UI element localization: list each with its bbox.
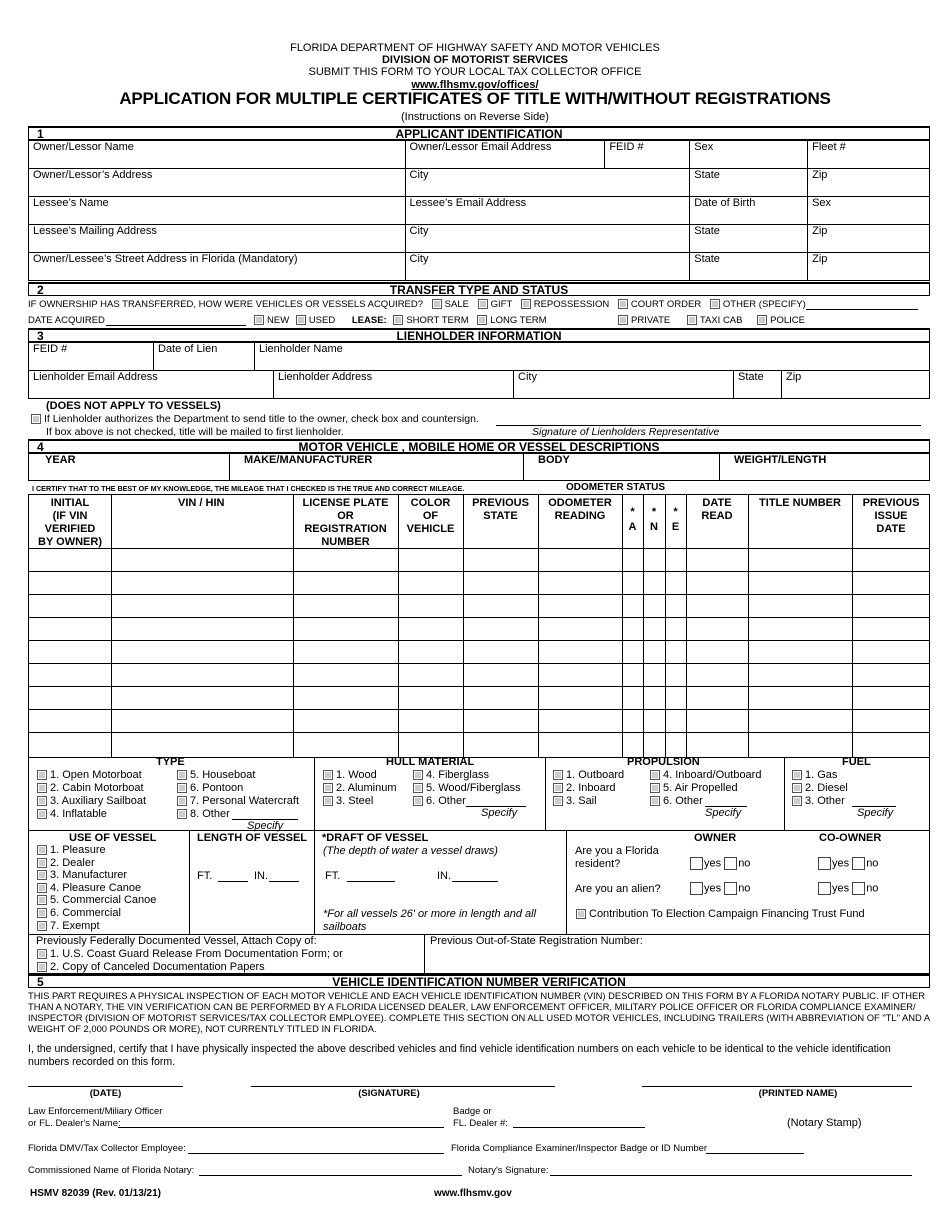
section-title: LIENHOLDER INFORMATION — [396, 329, 562, 343]
plate-col-header: LICENSE PLATE OR REGISTRATION NUMBER — [302, 497, 389, 548]
compliance-line[interactable] — [706, 1153, 804, 1154]
fleet-field[interactable]: Fleet # — [808, 141, 930, 169]
prop-option[interactable]: 1. Outboard — [553, 769, 624, 782]
lessee-state-field[interactable]: State — [690, 225, 808, 253]
fl-resident-question: Are you a Florida resident? — [575, 845, 659, 870]
acquired-row — [28, 299, 806, 310]
dob-field[interactable]: Date of Birth — [690, 197, 808, 225]
checkbox-icon[interactable] — [37, 949, 47, 959]
type-option[interactable]: 6. Pontoon — [177, 782, 299, 795]
checkbox-icon[interactable] — [31, 414, 41, 424]
section-number: 1 — [37, 127, 44, 141]
private-option[interactable]: PRIVATE — [618, 315, 670, 326]
table-row[interactable] — [28, 663, 930, 664]
fuel-label: FUEL — [842, 756, 871, 768]
section-title: VEHICLE IDENTIFICATION NUMBER VERIFICATION — [332, 975, 626, 989]
initial-col-header: INITIAL (IF VIN VERIFIED BY OWNER) — [38, 497, 102, 548]
owner-zip-field[interactable]: Zip — [808, 169, 930, 197]
fuel-option[interactable]: 1. Gas — [792, 769, 848, 782]
use-label: USE OF VESSEL — [69, 832, 157, 844]
gift-option[interactable]: GIFT — [478, 299, 512, 310]
new-option[interactable]: NEW — [254, 315, 289, 326]
notary-stamp: (Notary Stamp) — [787, 1117, 862, 1129]
lessee-email-field[interactable]: Lessee’s Email Address — [405, 197, 690, 225]
use-option[interactable]: 1. Pleasure — [37, 844, 156, 857]
hull-option[interactable]: 3. Steel — [323, 795, 397, 808]
commissioned-label: Commissioned Name of Florida Notary: — [28, 1165, 195, 1176]
use-option[interactable]: 6. Commercial — [37, 907, 156, 920]
length-label: LENGTH OF VESSEL — [197, 832, 308, 844]
body-field[interactable]: BODY — [524, 454, 720, 481]
other-option[interactable]: OTHER (SPECIFY) — [710, 299, 806, 310]
section-number: 4 — [37, 440, 44, 454]
hull-list-a — [323, 769, 397, 808]
date-acquired-line[interactable] — [106, 325, 246, 326]
badge-line[interactable] — [513, 1127, 645, 1128]
date-caption: (DATE) — [89, 1088, 122, 1099]
table-row[interactable] — [28, 617, 930, 618]
repossession-option[interactable]: REPOSSESSION — [521, 299, 610, 310]
length-ft-label: FT. — [197, 870, 213, 882]
specify-label: Specify — [481, 807, 518, 819]
lien-address-field[interactable]: Lienholder Address — [274, 371, 514, 399]
printed-name-line[interactable] — [642, 1086, 912, 1087]
draft-description: (The depth of water a vessel draws) — [323, 845, 498, 857]
checkbox-icon[interactable] — [478, 299, 488, 309]
lessee-name-field[interactable]: Lessee’s Name — [29, 197, 406, 225]
section-2-header — [28, 282, 930, 296]
section-3-header — [28, 328, 930, 342]
footer-url[interactable]: www.flhsmv.gov — [434, 1188, 512, 1199]
checkbox-icon[interactable] — [177, 796, 187, 806]
lessee-sex-field[interactable]: Sex — [808, 197, 930, 225]
title-number-col-header: TITLE NUMBER — [759, 497, 841, 509]
col-divider — [463, 494, 464, 758]
checkbox-icon[interactable] — [323, 783, 333, 793]
checkbox-icon[interactable] — [413, 770, 423, 780]
checkbox-icon[interactable] — [618, 299, 628, 309]
lienholder-address-table — [28, 370, 930, 399]
draft-ft-line[interactable] — [347, 881, 395, 882]
use-option[interactable]: 3. Manufacturer — [37, 869, 156, 882]
type-option[interactable]: 1. Open Motorboat — [37, 769, 146, 782]
fuel-option[interactable]: 2. Diesel — [792, 782, 848, 795]
prev-issue-col-header: PREVIOUS ISSUE DATE — [862, 497, 920, 535]
col-divider — [424, 934, 425, 974]
prev-fed-option[interactable]: 2. Copy of Canceled Documentation Papers — [37, 961, 343, 974]
owner-email-field[interactable]: Owner/Lessor Email Address — [405, 141, 605, 169]
section-5-header — [28, 974, 930, 988]
lessee-zip-field[interactable]: Zip — [808, 225, 930, 253]
section-number: 5 — [37, 975, 44, 989]
checkbox-icon[interactable] — [37, 921, 47, 931]
prop-option[interactable]: 6. Other — [650, 795, 761, 808]
checkbox-icon[interactable] — [792, 796, 802, 806]
lien-city-field[interactable]: City — [514, 371, 734, 399]
checkbox-icon[interactable] — [792, 770, 802, 780]
fl-city-field[interactable]: City — [405, 253, 690, 281]
checkbox-icon[interactable] — [553, 770, 563, 780]
submit-instruction: SUBMIT THIS FORM TO YOUR LOCAL TAX COLLECTOR OFFICE — [308, 66, 642, 78]
exceeds-col-header: * E — [671, 506, 680, 533]
short-term-option[interactable]: SHORT TERM — [393, 315, 468, 326]
checkbox-icon[interactable] — [37, 870, 47, 880]
checkbox-icon[interactable] — [177, 783, 187, 793]
col-divider — [538, 494, 539, 758]
checkbox-icon[interactable] — [37, 796, 47, 806]
col-divider — [189, 831, 190, 935]
prop-list-a — [553, 769, 624, 808]
specify-label: Specify — [247, 820, 284, 832]
table-row[interactable] — [28, 686, 930, 687]
checkbox-icon[interactable] — [323, 770, 333, 780]
checkbox-icon[interactable] — [690, 857, 703, 870]
section-number: 2 — [37, 283, 44, 297]
authorize-text: If Lienholder authorizes the Department to send title to the owner, check box and countersign. — [44, 413, 479, 425]
badge-label: Badge or FL. Dealer #: — [453, 1106, 508, 1129]
section-4-header — [28, 439, 930, 453]
dmv-employee-line[interactable] — [188, 1153, 444, 1154]
date-read-col-header: DATE READ — [701, 497, 733, 522]
hull-option[interactable]: 2. Aluminum — [323, 782, 397, 795]
checkbox-icon[interactable] — [432, 299, 442, 309]
checkbox-icon[interactable] — [553, 796, 563, 806]
fl-street-field[interactable]: Owner/Lessee’s Street Address in Florida (Mandatory) — [29, 253, 406, 281]
prop-list-b — [650, 769, 761, 808]
prev-fed-options — [37, 948, 343, 973]
fl-state-field[interactable]: State — [690, 253, 808, 281]
length-in-label: IN. — [254, 870, 269, 882]
checkbox-icon[interactable] — [553, 783, 563, 793]
lienholder-name-field[interactable]: Lienholder Name — [255, 343, 930, 371]
use-option[interactable]: 7. Exempt — [37, 920, 156, 933]
alien-question: Are you an alien? — [575, 883, 661, 895]
checkbox-icon[interactable] — [393, 315, 403, 325]
police-option[interactable]: POLICE — [757, 315, 805, 326]
owner-alien-choice: yes no — [690, 882, 750, 895]
printed-name-caption: (PRINTED NAME) — [758, 1088, 838, 1099]
col-divider — [545, 757, 546, 831]
use-option[interactable]: 4. Pleasure Canoe — [37, 882, 156, 895]
checkbox-icon[interactable] — [37, 770, 47, 780]
lien-email-field[interactable]: Lienholder Email Address — [29, 371, 274, 399]
checkbox-icon[interactable] — [477, 315, 487, 325]
owner-address-field[interactable]: Owner/Lessor’s Address — [29, 169, 406, 197]
type-option[interactable]: 3. Auxiliary Sailboat — [37, 795, 146, 808]
checkbox-icon[interactable] — [576, 909, 586, 919]
law-enforcement-line[interactable] — [118, 1127, 444, 1128]
draft-in-label: IN. — [437, 870, 452, 882]
coowner-label: CO-OWNER — [819, 832, 882, 844]
checkbox-icon[interactable] — [521, 299, 531, 309]
division-name: DIVISION OF MOTORIST SERVICES — [381, 54, 568, 66]
commissioned-line[interactable] — [199, 1175, 462, 1176]
checkbox-icon[interactable] — [687, 315, 697, 325]
prev-fed-label: Previously Federally Documented Vessel, Attach Copy of: — [36, 935, 317, 947]
checkbox-icon[interactable] — [650, 796, 660, 806]
make-field[interactable]: MAKE/MANUFACTURER — [230, 454, 524, 481]
section-title: TRANSFER TYPE AND STATUS — [389, 283, 569, 297]
checkbox-icon[interactable] — [37, 845, 47, 855]
sale-option[interactable]: SALE — [432, 299, 469, 310]
propulsion-label: PROPULSION — [627, 756, 700, 768]
compliance-label: Florida Compliance Examiner/Inspector Badge or ID Number — [451, 1143, 708, 1154]
table-row[interactable] — [28, 709, 930, 710]
checkbox-icon[interactable] — [618, 315, 628, 325]
table-row[interactable] — [28, 732, 930, 733]
prop-option[interactable]: 4. Inboard/Outboard — [650, 769, 761, 782]
applicant-table — [28, 140, 930, 281]
long-term-option[interactable]: LONG TERM — [477, 315, 546, 326]
lessee-mailing-field[interactable]: Lessee’s Mailing Address — [29, 225, 406, 253]
taxi-option[interactable]: TAXI CAB — [687, 315, 743, 326]
not-checked-note: If box above is not checked, title will be mailed to first lienholder. — [46, 426, 344, 438]
checkbox-icon[interactable] — [37, 809, 47, 819]
fl-zip-field[interactable]: Zip — [808, 253, 930, 281]
lien-state-field[interactable]: State — [734, 371, 782, 399]
year-field[interactable]: YEAR — [29, 454, 230, 481]
checkbox-icon[interactable] — [37, 858, 47, 868]
hull-option[interactable]: 6. Other — [413, 795, 521, 808]
mileage-certify: I CERTIFY THAT TO THE BEST OF MY KNOWLEDGE, THE MILEAGE THAT I CHECKED IS THE TRUE AND CORRECT MILEAGE. — [32, 484, 465, 493]
checkbox-icon[interactable] — [37, 883, 47, 893]
law-enforcement-label: Law Enforcement/Miliary Officer or FL. Dealer's Name: — [28, 1106, 163, 1129]
hull-option[interactable]: 4. Fiberglass — [413, 769, 521, 782]
other-specify-line[interactable] — [806, 309, 918, 310]
owner-city-field[interactable]: City — [405, 169, 690, 197]
draft-note: *For all vessels 26' or more in length and all sailboats — [323, 908, 537, 933]
feid-field[interactable]: FEID # — [605, 141, 690, 169]
checkbox-icon[interactable] — [650, 783, 660, 793]
vin-col-header: VIN / HIN — [178, 497, 225, 509]
hull-label: HULL MATERIAL — [386, 756, 475, 768]
type-label: TYPE — [156, 756, 185, 768]
lien-zip-field[interactable]: Zip — [782, 371, 930, 399]
condition-row — [254, 315, 547, 326]
color-col-header: COLOR OF VEHICLE — [406, 497, 455, 535]
signature-caption: (SIGNATURE) — [358, 1088, 420, 1099]
date-line[interactable] — [28, 1086, 183, 1087]
draft-label: *DRAFT OF VESSEL — [322, 832, 429, 844]
owner-label: OWNER — [694, 832, 737, 844]
type-option[interactable]: 4. Inflatable — [37, 808, 146, 821]
checkbox-icon[interactable] — [724, 857, 737, 870]
checkbox-icon[interactable] — [413, 796, 423, 806]
type-option[interactable]: 5. Houseboat — [177, 769, 299, 782]
date-of-lien-field[interactable]: Date of Lien — [154, 343, 255, 371]
col-divider — [314, 831, 315, 935]
notary-signature-label: Notary's Signature: — [468, 1165, 549, 1176]
checkbox-icon[interactable] — [254, 315, 264, 325]
specify-label: Specify — [857, 807, 894, 819]
draft-ft-label: FT. — [325, 870, 341, 882]
coowner-resident-choice: yes no — [818, 857, 878, 870]
vehicle-summary-table — [28, 453, 930, 481]
checkbox-icon[interactable] — [792, 783, 802, 793]
court-order-option[interactable]: COURT ORDER — [618, 299, 701, 310]
section-number: 3 — [37, 329, 44, 343]
vehicle-list-grid — [28, 494, 930, 758]
acquired-question: IF OWNERSHIP HAS TRANSFERRED, HOW WERE VEHICLES OR VESSELS ACQUIRED? — [28, 299, 424, 310]
instructions-note: (Instructions on Reverse Side) — [401, 111, 549, 123]
signature-line[interactable] — [251, 1086, 555, 1087]
col-divider — [566, 831, 567, 935]
lien-feid-field[interactable]: FEID # — [29, 343, 154, 371]
notary-signature-line[interactable] — [550, 1175, 912, 1176]
used-option[interactable]: USED — [296, 315, 335, 326]
odometer-status-label: ODOMETER STATUS — [566, 482, 666, 493]
sex-field[interactable]: Sex — [690, 141, 808, 169]
lienholder-table — [28, 342, 930, 371]
type-list-b — [177, 769, 299, 821]
checkbox-icon[interactable] — [690, 882, 703, 895]
prop-option[interactable]: 3. Sail — [553, 795, 624, 808]
checkbox-icon[interactable] — [852, 882, 865, 895]
fuel-option[interactable]: 3. Other — [792, 795, 848, 808]
prop-option[interactable]: 5. Air Propelled — [650, 782, 761, 795]
checkbox-icon[interactable] — [818, 882, 831, 895]
table-row[interactable] — [28, 640, 930, 641]
lienholder-signature-label: Signature of Lienholders Representative — [532, 426, 720, 438]
length-in-line[interactable] — [269, 881, 299, 882]
col-divider — [784, 757, 785, 831]
hull-option[interactable]: 1. Wood — [323, 769, 397, 782]
hull-list-b — [413, 769, 521, 808]
checkbox-icon[interactable] — [37, 908, 47, 918]
checkbox-icon[interactable] — [177, 809, 187, 819]
checkbox-icon[interactable] — [37, 962, 47, 972]
hull-option[interactable]: 5. Wood/Fiberglass — [413, 782, 521, 795]
checkbox-icon[interactable] — [724, 882, 737, 895]
not-actual-col-header: * N — [650, 506, 658, 533]
table-row[interactable] — [28, 571, 930, 572]
use-option[interactable]: 5. Commercial Canoe — [37, 894, 156, 907]
checkbox-icon[interactable] — [818, 857, 831, 870]
lease-label: LEASE: — [351, 315, 387, 326]
lessee-city-field[interactable]: City — [405, 225, 690, 253]
table-row[interactable] — [28, 548, 930, 549]
authorize-row — [31, 413, 479, 425]
section-1-header — [28, 126, 930, 140]
weight-field[interactable]: WEIGHT/LENGTH — [720, 454, 930, 481]
inspection-requirements: THIS PART REQUIRES A PHYSICAL INSPECTION OF EACH MOTOR VEHICLE AND EACH VEHICLE IDENTIFICATION NUMBER (VIN) DESCRIBED ON THIS FORM BY A FLORIDA NOTARY PUBLIC. IF OTHER THAN A NOTARY, THE VIN VERIFICATION CAN BE PERFORMED BY A FLORIDA LICENSED DEALER, LAW ENFORCEMENT OFFICER, MILITARY POLICE OFFICER OR FLORIDA COMPLIANCE EXAMINER/ INSPECTOR (DIVISION OF MOTORIST SERVICES/TAX COLLECTOR EMPLOYEE). COMPLETE THIS SECTION ON ALL USED MOTOR VEHICLES, INCLUDING TRAILERS (WITH ABBREVIATION OF "TL" AND A WEIGHT OF 2,000 POUNDS OR MORE), NOT CURRENTLY TITLED IN FLORIDA. — [28, 990, 930, 1034]
table-row[interactable] — [28, 594, 930, 595]
use-option[interactable]: 2. Dealer — [37, 857, 156, 870]
checkbox-icon[interactable] — [413, 783, 423, 793]
use-list — [37, 844, 156, 932]
contribution-option[interactable]: Contribution To Election Campaign Financing Trust Fund — [576, 908, 865, 920]
form-number: HSMV 82039 (Rev. 01/13/21) — [30, 1188, 162, 1199]
form-title: APPLICATION FOR MULTIPLE CERTIFICATES OF TITLE WITH/WITHOUT REGISTRATIONS — [119, 89, 831, 108]
col-divider — [314, 757, 315, 831]
coowner-alien-choice: yes no — [818, 882, 878, 895]
checkbox-icon[interactable] — [37, 895, 47, 905]
checkbox-icon[interactable] — [37, 783, 47, 793]
checkbox-icon[interactable] — [650, 770, 660, 780]
fuel-list — [792, 769, 848, 808]
type-option[interactable]: 8. Other — [177, 808, 299, 821]
draft-in-line[interactable] — [452, 881, 498, 882]
checkbox-icon[interactable] — [323, 796, 333, 806]
odometer-col-header: ODOMETER READING — [548, 497, 612, 522]
owner-state-field[interactable]: State — [690, 169, 808, 197]
type-option[interactable]: 2. Cabin Motorboat — [37, 782, 146, 795]
section-title: APPLICANT IDENTIFICATION — [395, 127, 563, 141]
specify-label: Specify — [705, 807, 742, 819]
prev-oos-field[interactable]: Previous Out-of-State Registration Number: — [430, 935, 643, 947]
checkbox-icon[interactable] — [757, 315, 767, 325]
date-acquired-label: DATE ACQUIRED — [28, 315, 105, 326]
checkbox-icon[interactable] — [296, 315, 306, 325]
not-vessels-note: (DOES NOT APPLY TO VESSELS) — [46, 400, 221, 412]
dept-name: FLORIDA DEPARTMENT OF HIGHWAY SAFETY AND MOTOR VEHICLES — [290, 42, 660, 54]
owner-name-field[interactable]: Owner/Lessor Name — [29, 141, 406, 169]
prop-option[interactable]: 2. Inboard — [553, 782, 624, 795]
dmv-employee-label: Florida DMV/Tax Collector Employee: — [28, 1143, 186, 1154]
type-option[interactable]: 7. Personal Watercraft — [177, 795, 299, 808]
prev-fed-option[interactable]: 1. U.S. Coast Guard Release From Documentation Form; or — [37, 948, 343, 961]
prev-state-col-header: PREVIOUS STATE — [472, 497, 529, 522]
checkbox-icon[interactable] — [710, 299, 720, 309]
checkbox-icon[interactable] — [852, 857, 865, 870]
checkbox-icon[interactable] — [177, 770, 187, 780]
actual-col-header: * A — [628, 506, 637, 533]
section-title: MOTOR VEHICLE , MOBILE HOME OR VESSEL DESCRIPTIONS — [298, 440, 660, 454]
col-divider — [748, 494, 749, 758]
owner-resident-choice: yes no — [690, 857, 750, 870]
col-divider — [686, 494, 687, 758]
type-list-a — [37, 769, 146, 821]
length-ft-line[interactable] — [218, 881, 248, 882]
usage-row — [618, 315, 805, 326]
offices-link[interactable]: www.flhsmv.gov/offices/ — [411, 79, 539, 91]
certification-statement: I, the undersigned, certify that I have physically inspected the above described vehicles and find vehicle identification numbers on each vehicle to be identical to the vehicle identification numbers recorded on this form. — [28, 1043, 891, 1068]
